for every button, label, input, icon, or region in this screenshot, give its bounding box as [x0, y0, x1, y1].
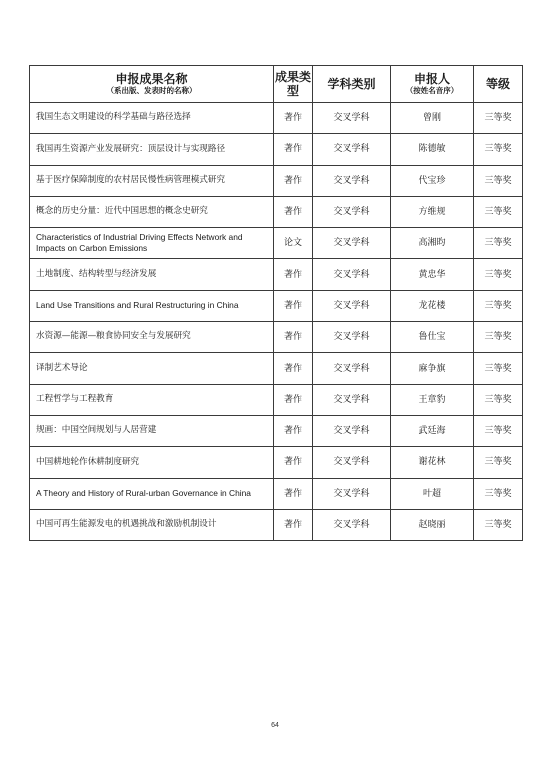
cell-category: 交叉学科 — [313, 134, 391, 165]
cell-type: 著作 — [274, 165, 313, 196]
table-body — [30, 103, 523, 541]
table-row — [30, 196, 523, 227]
cell-grade: 三等奖 — [474, 353, 523, 384]
table-row — [30, 290, 523, 321]
table-row — [30, 478, 523, 509]
cell-grade: 三等奖 — [474, 478, 523, 509]
cell-type: 著作 — [274, 290, 313, 321]
cell-type: 著作 — [274, 322, 313, 353]
cell-type: 著作 — [274, 353, 313, 384]
cell-type: 著作 — [274, 384, 313, 415]
table-row — [30, 103, 523, 134]
cell-title: 中国耕地轮作休耕制度研究 — [30, 447, 274, 478]
table-row — [30, 415, 523, 446]
cell-category: 交叉学科 — [313, 447, 391, 478]
cell-applicant: 高湘昀 — [391, 228, 474, 259]
header-title — [30, 66, 274, 103]
cell-grade: 三等奖 — [474, 509, 523, 540]
cell-grade: 三等奖 — [474, 165, 523, 196]
cell-grade: 三等奖 — [474, 290, 523, 321]
header-row — [30, 66, 523, 103]
cell-applicant: 曾刚 — [391, 103, 474, 134]
cell-title: A Theory and History of Rural-urban Governance in China — [30, 478, 274, 509]
table-row — [30, 353, 523, 384]
cell-applicant: 代宝珍 — [391, 165, 474, 196]
header-category — [313, 66, 391, 103]
cell-type: 论文 — [274, 228, 313, 259]
cell-applicant: 赵晓丽 — [391, 509, 474, 540]
cell-title: Characteristics of Industrial Driving Effects Network and Impacts on Carbon Emissions — [30, 228, 274, 259]
cell-grade: 三等奖 — [474, 196, 523, 227]
header-type — [274, 66, 313, 103]
cell-type: 著作 — [274, 447, 313, 478]
cell-category: 交叉学科 — [313, 259, 391, 290]
cell-title: 规画：中国空间规划与人居营建 — [30, 415, 274, 446]
cell-title: 水资源—能源—粮食协同安全与发展研究 — [30, 322, 274, 353]
cell-category: 交叉学科 — [313, 353, 391, 384]
cell-grade: 三等奖 — [474, 259, 523, 290]
table-row — [30, 322, 523, 353]
cell-title: 中国可再生能源发电的机遇挑战和激励机制设计 — [30, 509, 274, 540]
cell-title: 译制艺术导论 — [30, 353, 274, 384]
cell-type: 著作 — [274, 478, 313, 509]
cell-grade: 三等奖 — [474, 322, 523, 353]
table-header — [30, 66, 523, 103]
cell-type: 著作 — [274, 415, 313, 446]
cell-type: 著作 — [274, 509, 313, 540]
cell-title: Land Use Transitions and Rural Restructuring in China — [30, 290, 274, 321]
cell-type: 著作 — [274, 134, 313, 165]
cell-applicant: 陈德敏 — [391, 134, 474, 165]
awards-table — [29, 65, 523, 541]
cell-category: 交叉学科 — [313, 509, 391, 540]
header-applicant-note: （按姓名音序） — [405, 86, 459, 95]
cell-category: 交叉学科 — [313, 103, 391, 134]
cell-type: 著作 — [274, 259, 313, 290]
cell-title: 基于医疗保障制度的农村居民慢性病管理模式研究 — [30, 165, 274, 196]
cell-title: 工程哲学与工程教育 — [30, 384, 274, 415]
cell-type: 著作 — [274, 103, 313, 134]
header-grade — [474, 66, 523, 103]
cell-grade: 三等奖 — [474, 228, 523, 259]
table-row — [30, 228, 523, 259]
cell-applicant: 王章豹 — [391, 384, 474, 415]
cell-applicant: 武廷海 — [391, 415, 474, 446]
cell-category: 交叉学科 — [313, 165, 391, 196]
cell-category: 交叉学科 — [313, 196, 391, 227]
cell-grade: 三等奖 — [474, 447, 523, 478]
cell-category: 交叉学科 — [313, 228, 391, 259]
cell-grade: 三等奖 — [474, 103, 523, 134]
cell-applicant: 叶超 — [391, 478, 474, 509]
cell-grade: 三等奖 — [474, 415, 523, 446]
table-row — [30, 509, 523, 540]
cell-title: 我国生态文明建设的科学基础与路径选择 — [30, 103, 274, 134]
cell-grade: 三等奖 — [474, 134, 523, 165]
table-row — [30, 259, 523, 290]
page-number: 64 — [271, 722, 279, 729]
header-grade-label: 等级 — [485, 77, 510, 91]
cell-title: 我国再生资源产业发展研究：顶层设计与实现路径 — [30, 134, 274, 165]
table-row — [30, 134, 523, 165]
header-type-label: 成果类型 — [274, 70, 311, 98]
cell-title: 概念的历史分量：近代中国思想的概念史研究 — [30, 196, 274, 227]
table-row — [30, 384, 523, 415]
table-row — [30, 165, 523, 196]
cell-category: 交叉学科 — [313, 322, 391, 353]
cell-title: 土地制度、结构转型与经济发展 — [30, 259, 274, 290]
header-applicant-label: 申报人 — [413, 72, 450, 86]
cell-applicant: 谢花林 — [391, 447, 474, 478]
cell-applicant: 黄忠华 — [391, 259, 474, 290]
cell-category: 交叉学科 — [313, 478, 391, 509]
table-row — [30, 447, 523, 478]
cell-applicant: 鲁仕宝 — [391, 322, 474, 353]
header-title-label: 申报成果名称 — [115, 72, 188, 86]
header-category-label: 学科类别 — [327, 77, 376, 91]
cell-applicant: 龙花楼 — [391, 290, 474, 321]
cell-applicant: 方维规 — [391, 196, 474, 227]
cell-category: 交叉学科 — [313, 290, 391, 321]
cell-category: 交叉学科 — [313, 384, 391, 415]
header-applicant — [391, 66, 474, 103]
cell-grade: 三等奖 — [474, 384, 523, 415]
cell-type: 著作 — [274, 196, 313, 227]
header-title-note: （系出版、发表时的名称） — [106, 86, 197, 95]
cell-category: 交叉学科 — [313, 415, 391, 446]
cell-applicant: 麻争旗 — [391, 353, 474, 384]
